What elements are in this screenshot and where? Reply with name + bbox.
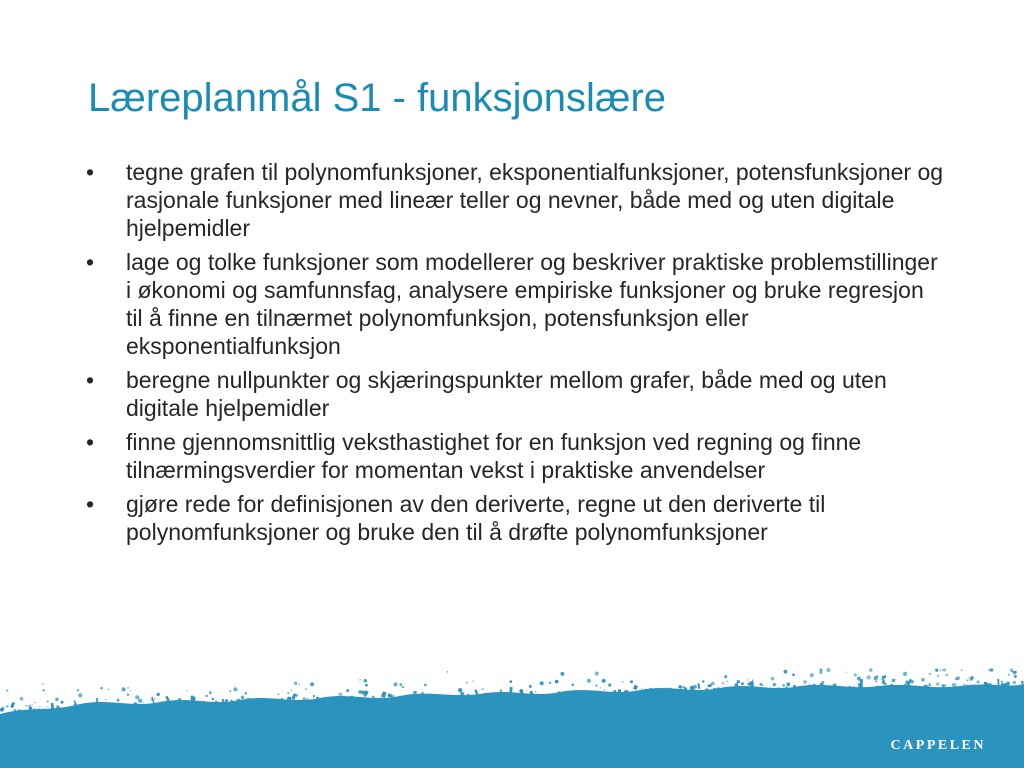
bullet-text: beregne nullpunkter og skjæringspunkter mellom grafer, både med og uten digitale hjelpemidler (126, 367, 887, 421)
bullet-marker: • (86, 249, 95, 275)
bullet-item (84, 366, 944, 422)
footer-wave-band (0, 668, 1024, 768)
bullet-text: gjøre rede for definisjonen av den deriverte, regne ut den deriverte til polynomfunksjoner og bruke den til å drøfte polynomfunksjoner (126, 491, 826, 545)
bullet-item (84, 248, 944, 360)
bullet-marker: • (86, 429, 95, 455)
bullet-marker: • (86, 367, 95, 393)
bullet-item (84, 490, 944, 546)
bullet-text: finne gjennomsnittlig veksthastighet for en funksjon ved regning og finne tilnærmingsverdier for momentan vekst i praktiske anvendelser (126, 429, 862, 483)
bullet-marker: • (86, 159, 95, 185)
bullet-item (84, 428, 944, 484)
splash-decoration (0, 668, 1024, 768)
bullet-text: tegne grafen til polynomfunksjoner, eksponentialfunksjoner, potensfunksjoner og rasjonale funksjoner med lineær teller og nevner, både med og uten digitale hjelpemidler (126, 159, 944, 241)
slide-title: Læreplanmål S1 - funksjonslære (88, 76, 667, 120)
bullet-text: lage og tolke funksjoner som modellerer og beskriver praktiske problemstillinger i økonomi og samfunnsfag, analysere empiriske funksjoner og bruke regresjon til å finne en tilnærmet polynomfunksjon, potensfunksjon eller eksponentialfunksjon (126, 249, 938, 359)
cappelen-logo: CAPPELEN (890, 738, 986, 753)
bullet-list (84, 158, 944, 552)
bullet-marker: • (86, 491, 95, 517)
bullet-item (84, 158, 944, 242)
